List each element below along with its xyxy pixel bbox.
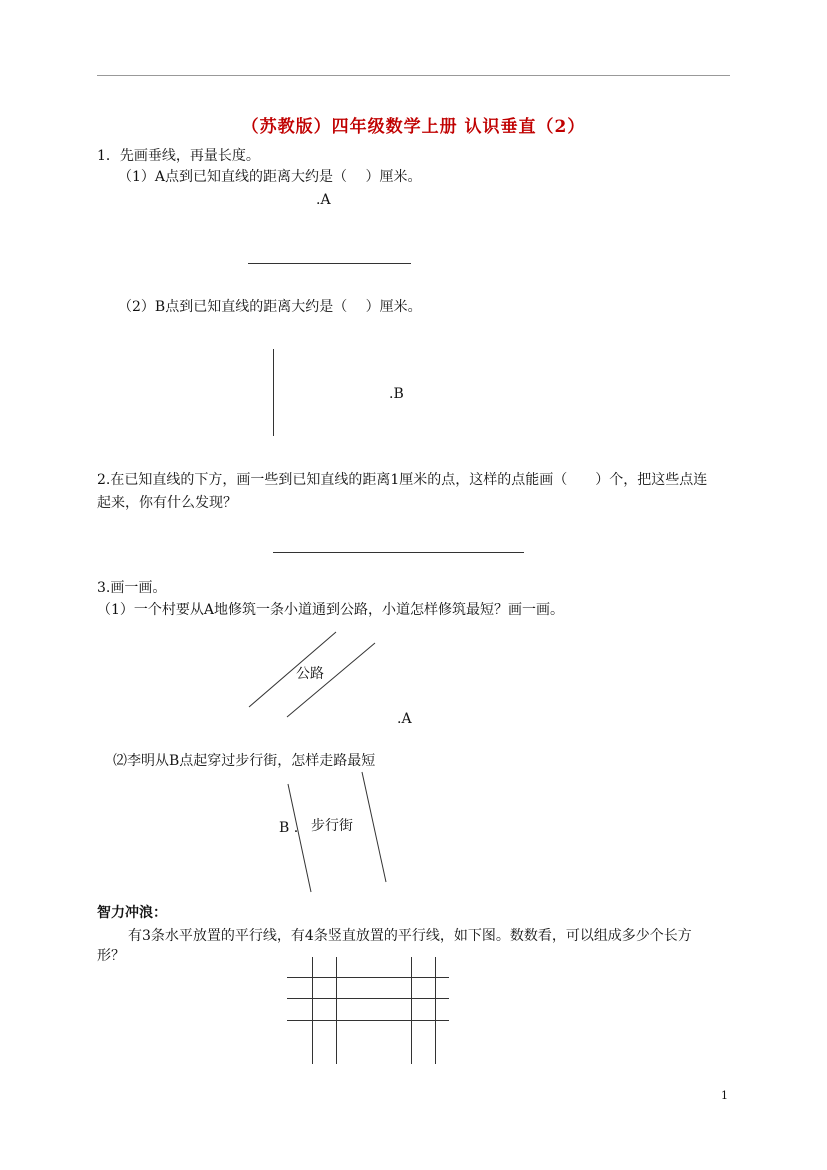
bonus-line2: 形？ [97, 948, 125, 964]
q3-point-b: B . [279, 820, 299, 836]
q2-line1: 2.在已知直线的下方，画一些到已知直线的距离1厘米的点，这样的点能画（ ）个，把这些点连 [97, 472, 708, 488]
q1-prompt: 1．先画垂线，再量长度。 [97, 148, 260, 164]
q1-point-a: .A [316, 192, 331, 208]
page-title: （苏教版）四年级数学上册 认识垂直（2） [241, 117, 586, 137]
grid-vertical-line [435, 957, 436, 1064]
grid-vertical-line [312, 957, 313, 1064]
q2-line2: 起来，你有什么发现？ [97, 495, 237, 511]
q1-part1: （1）A点到已知直线的距离大约是（ ）厘米。 [118, 169, 422, 185]
q3-prompt: 3.画一画。 [97, 580, 167, 596]
page-number: 1 [721, 1089, 728, 1102]
bonus-line1: 有3条水平放置的平行线，有4条竖直放置的平行线，如下图。数数看，可以组成多少个长方 [128, 928, 692, 944]
q3-part1: （1）一个村要从A地修筑一条小道通到公路，小道怎样修筑最短？画一画。 [97, 602, 565, 618]
street-label: 步行街 [311, 818, 353, 834]
road-label: 公路 [296, 666, 324, 682]
q1-point-b: .B [389, 386, 404, 402]
q3-part2: ⑵李明从B点起穿过步行街，怎样走路最短 [113, 753, 376, 769]
grid-vertical-line [411, 957, 412, 1064]
grid-vertical-line [336, 957, 337, 1064]
street-edge-left [288, 784, 311, 892]
bonus-heading: 智力冲浪： [97, 905, 167, 921]
q1-part2: （2）B点到已知直线的距离大约是（ ）厘米。 [118, 299, 422, 315]
street-edge-right [362, 772, 386, 882]
q3-point-a: .A [397, 711, 412, 727]
